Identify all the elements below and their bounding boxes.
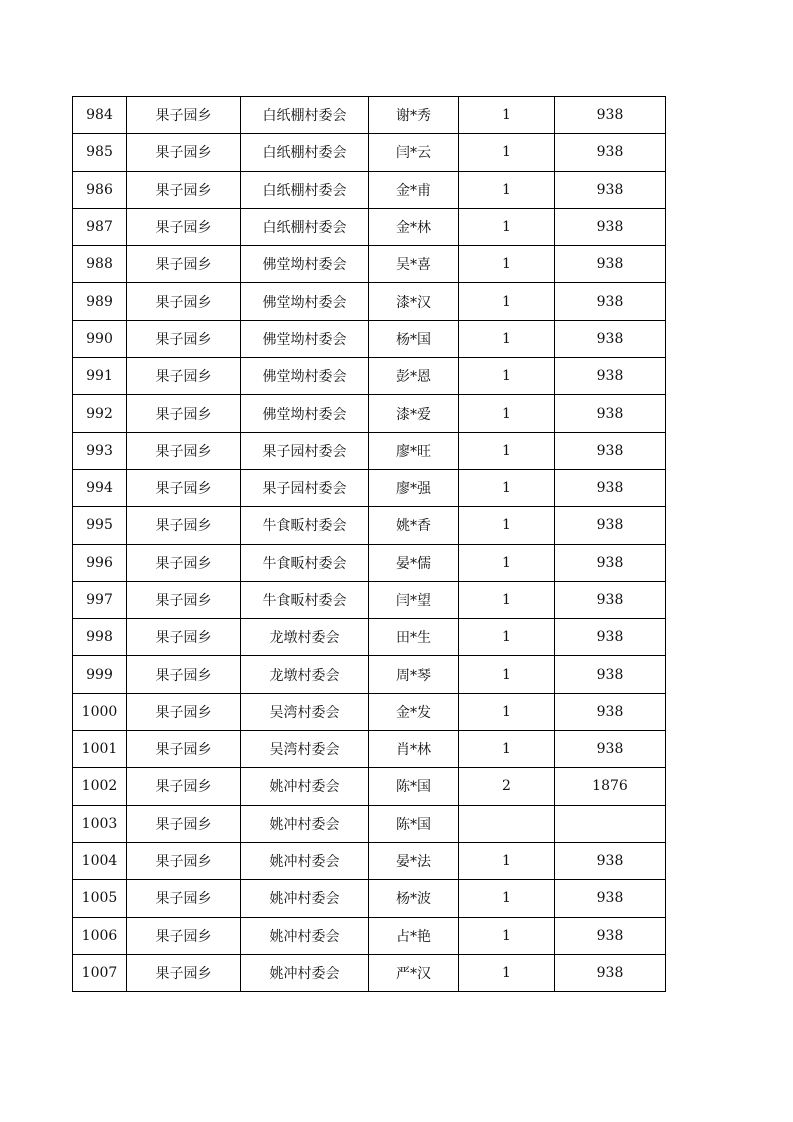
amount-cell: 938 (555, 880, 666, 917)
amount-cell: 938 (555, 208, 666, 245)
village-cell: 白纸棚村委会 (241, 134, 369, 171)
name-cell: 占*艳 (369, 917, 459, 954)
table-row (73, 283, 666, 320)
name-cell: 彭*恩 (369, 358, 459, 395)
table-row (73, 842, 666, 879)
count-cell: 1 (459, 880, 555, 917)
row-number: 987 (73, 208, 127, 245)
count-cell: 1 (459, 97, 555, 134)
count-cell (459, 805, 555, 842)
table-row (73, 544, 666, 581)
count-cell: 1 (459, 395, 555, 432)
name-cell: 杨*波 (369, 880, 459, 917)
amount-cell: 938 (555, 731, 666, 768)
table-row (73, 208, 666, 245)
amount-cell: 938 (555, 395, 666, 432)
count-cell: 1 (459, 283, 555, 320)
table-row (73, 395, 666, 432)
village-cell: 佛堂坳村委会 (241, 320, 369, 357)
table-row (73, 731, 666, 768)
name-cell: 金*发 (369, 693, 459, 730)
village-cell: 龙墩村委会 (241, 619, 369, 656)
village-cell: 牛食畈村委会 (241, 507, 369, 544)
village-cell: 姚冲村委会 (241, 880, 369, 917)
count-cell: 1 (459, 469, 555, 506)
amount-cell: 938 (555, 581, 666, 618)
town-cell: 果子园乡 (127, 395, 241, 432)
count-cell: 1 (459, 320, 555, 357)
town-cell: 果子园乡 (127, 731, 241, 768)
row-number: 994 (73, 469, 127, 506)
village-cell: 佛堂坳村委会 (241, 246, 369, 283)
town-cell: 果子园乡 (127, 805, 241, 842)
name-cell: 晏*儒 (369, 544, 459, 581)
count-cell: 1 (459, 507, 555, 544)
row-number: 1003 (73, 805, 127, 842)
amount-cell: 938 (555, 842, 666, 879)
amount-cell: 938 (555, 693, 666, 730)
count-cell: 1 (459, 171, 555, 208)
name-cell: 漆*爱 (369, 395, 459, 432)
village-cell: 佛堂坳村委会 (241, 395, 369, 432)
table-row (73, 432, 666, 469)
village-cell: 白纸棚村委会 (241, 97, 369, 134)
town-cell: 果子园乡 (127, 842, 241, 879)
town-cell: 果子园乡 (127, 917, 241, 954)
village-cell: 姚冲村委会 (241, 954, 369, 991)
table-row (73, 469, 666, 506)
row-number: 1000 (73, 693, 127, 730)
table-row (73, 171, 666, 208)
town-cell: 果子园乡 (127, 171, 241, 208)
row-number: 1002 (73, 768, 127, 805)
town-cell: 果子园乡 (127, 283, 241, 320)
count-cell: 1 (459, 731, 555, 768)
amount-cell: 938 (555, 469, 666, 506)
village-cell: 吴湾村委会 (241, 693, 369, 730)
count-cell: 1 (459, 246, 555, 283)
row-number: 999 (73, 656, 127, 693)
town-cell: 果子园乡 (127, 432, 241, 469)
name-cell: 陈*国 (369, 768, 459, 805)
row-number: 995 (73, 507, 127, 544)
table-row (73, 320, 666, 357)
village-cell: 吴湾村委会 (241, 731, 369, 768)
amount-cell: 938 (555, 283, 666, 320)
town-cell: 果子园乡 (127, 246, 241, 283)
row-number: 997 (73, 581, 127, 618)
name-cell: 廖*强 (369, 469, 459, 506)
row-number: 998 (73, 619, 127, 656)
row-number: 988 (73, 246, 127, 283)
count-cell: 1 (459, 842, 555, 879)
count-cell: 1 (459, 693, 555, 730)
amount-cell: 938 (555, 507, 666, 544)
town-cell: 果子园乡 (127, 358, 241, 395)
name-cell: 金*林 (369, 208, 459, 245)
count-cell: 1 (459, 656, 555, 693)
name-cell: 吴*喜 (369, 246, 459, 283)
table-row (73, 246, 666, 283)
name-cell: 姚*香 (369, 507, 459, 544)
amount-cell: 938 (555, 954, 666, 991)
town-cell: 果子园乡 (127, 768, 241, 805)
table-row (73, 507, 666, 544)
amount-cell: 938 (555, 917, 666, 954)
name-cell: 金*甫 (369, 171, 459, 208)
row-number: 996 (73, 544, 127, 581)
table-row (73, 954, 666, 991)
village-cell: 牛食畈村委会 (241, 581, 369, 618)
count-cell: 1 (459, 432, 555, 469)
town-cell: 果子园乡 (127, 581, 241, 618)
village-cell: 姚冲村委会 (241, 805, 369, 842)
village-cell: 佛堂坳村委会 (241, 358, 369, 395)
name-cell: 闫*望 (369, 581, 459, 618)
table-row (73, 693, 666, 730)
count-cell: 1 (459, 917, 555, 954)
village-cell: 姚冲村委会 (241, 917, 369, 954)
amount-cell: 938 (555, 619, 666, 656)
records-table (72, 96, 666, 992)
village-cell: 佛堂坳村委会 (241, 283, 369, 320)
town-cell: 果子园乡 (127, 619, 241, 656)
name-cell: 田*生 (369, 619, 459, 656)
village-cell: 龙墩村委会 (241, 656, 369, 693)
table-row (73, 917, 666, 954)
name-cell: 闫*云 (369, 134, 459, 171)
row-number: 1004 (73, 842, 127, 879)
village-cell: 果子园村委会 (241, 432, 369, 469)
count-cell: 1 (459, 581, 555, 618)
records-table-body (73, 97, 666, 992)
town-cell: 果子园乡 (127, 507, 241, 544)
amount-cell: 938 (555, 544, 666, 581)
name-cell: 周*琴 (369, 656, 459, 693)
town-cell: 果子园乡 (127, 880, 241, 917)
amount-cell: 938 (555, 320, 666, 357)
table-row (73, 358, 666, 395)
table-row (73, 619, 666, 656)
table-row (73, 581, 666, 618)
row-number: 1005 (73, 880, 127, 917)
town-cell: 果子园乡 (127, 544, 241, 581)
count-cell: 1 (459, 208, 555, 245)
table-row (73, 97, 666, 134)
row-number: 993 (73, 432, 127, 469)
count-cell: 1 (459, 358, 555, 395)
row-number: 986 (73, 171, 127, 208)
table-row (73, 805, 666, 842)
name-cell: 廖*旺 (369, 432, 459, 469)
table-row (73, 656, 666, 693)
count-cell: 1 (459, 544, 555, 581)
row-number: 990 (73, 320, 127, 357)
amount-cell: 1876 (555, 768, 666, 805)
village-cell: 白纸棚村委会 (241, 208, 369, 245)
village-cell: 姚冲村委会 (241, 842, 369, 879)
name-cell: 漆*汉 (369, 283, 459, 320)
town-cell: 果子园乡 (127, 469, 241, 506)
town-cell: 果子园乡 (127, 656, 241, 693)
row-number: 991 (73, 358, 127, 395)
village-cell: 白纸棚村委会 (241, 171, 369, 208)
row-number: 984 (73, 97, 127, 134)
amount-cell: 938 (555, 97, 666, 134)
amount-cell: 938 (555, 358, 666, 395)
amount-cell: 938 (555, 134, 666, 171)
row-number: 1007 (73, 954, 127, 991)
amount-cell: 938 (555, 656, 666, 693)
town-cell: 果子园乡 (127, 320, 241, 357)
table-row (73, 134, 666, 171)
table-row (73, 768, 666, 805)
count-cell: 1 (459, 134, 555, 171)
name-cell: 陈*国 (369, 805, 459, 842)
count-cell: 2 (459, 768, 555, 805)
row-number: 1006 (73, 917, 127, 954)
row-number: 985 (73, 134, 127, 171)
name-cell: 谢*秀 (369, 97, 459, 134)
row-number: 1001 (73, 731, 127, 768)
row-number: 992 (73, 395, 127, 432)
village-cell: 果子园村委会 (241, 469, 369, 506)
table-row (73, 880, 666, 917)
village-cell: 姚冲村委会 (241, 768, 369, 805)
row-number: 989 (73, 283, 127, 320)
town-cell: 果子园乡 (127, 134, 241, 171)
town-cell: 果子园乡 (127, 954, 241, 991)
town-cell: 果子园乡 (127, 693, 241, 730)
town-cell: 果子园乡 (127, 208, 241, 245)
amount-cell: 938 (555, 246, 666, 283)
town-cell: 果子园乡 (127, 97, 241, 134)
count-cell: 1 (459, 954, 555, 991)
amount-cell (555, 805, 666, 842)
name-cell: 肖*林 (369, 731, 459, 768)
name-cell: 严*汉 (369, 954, 459, 991)
name-cell: 晏*法 (369, 842, 459, 879)
count-cell: 1 (459, 619, 555, 656)
name-cell: 杨*国 (369, 320, 459, 357)
amount-cell: 938 (555, 171, 666, 208)
amount-cell: 938 (555, 432, 666, 469)
village-cell: 牛食畈村委会 (241, 544, 369, 581)
